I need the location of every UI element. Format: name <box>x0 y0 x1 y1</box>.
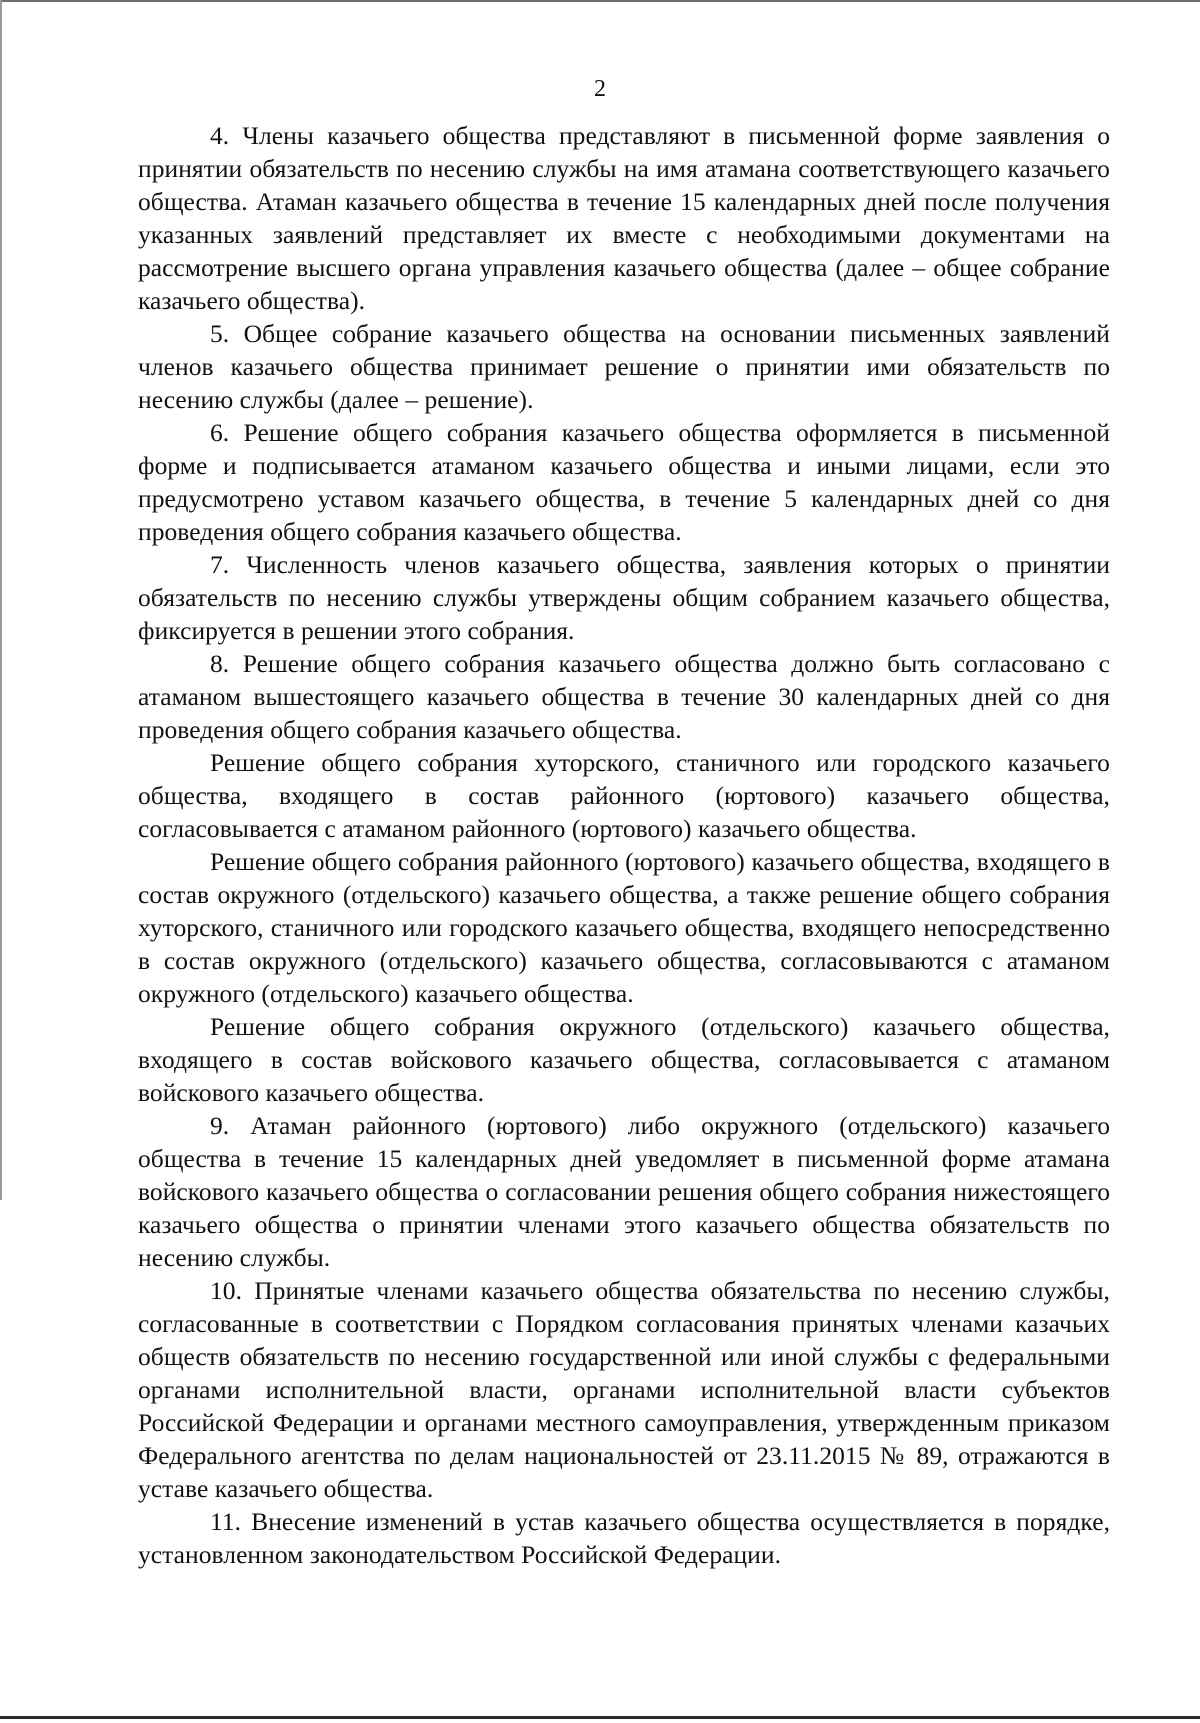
scan-edge-bottom <box>0 1716 1200 1719</box>
paragraph-6: 6. Решение общего собрания казачьего общества оформляется в письменной форме и подписывается атаманом казачьего общества и иными лицами, если это предусмотрено уставом казачьего общества, в течение 5 календарных дней со дня проведения общего собрания казачьего общества. <box>138 418 1110 546</box>
paragraph-10: 10. Принятые членами казачьего общества обязательства по несению службы, согласованные в соответствии с Порядком согласования принятых членами казачьих обществ обязательств по несению государственной или иной службы с федеральными органами исполнительной власти, органами исполнительной власти субъектов Российской Федерации и органами местного самоуправления, утвержденным приказом Федерального агентства по делам национальностей от 23.11.2015 № 89, отражаются в уставе казачьего общества. <box>138 1276 1110 1503</box>
paragraph-8-okrug: Решение общего собрания окружного (отдельского) казачьего общества, входящего в состав войскового казачьего общества, согласовывается с атаманом войскового казачьего общества. <box>138 1012 1110 1107</box>
page-number: 2 <box>594 76 606 102</box>
paragraph-11: 11. Внесение изменений в устав казачьего общества осуществляется в порядке, установленном законодательством Российской Федерации. <box>138 1507 1110 1569</box>
paragraph-5: 5. Общее собрание казачьего общества на основании письменных заявлений членов казачьего общества принимает решение о принятии ими обязательств по несению службы (далее – решение). <box>138 319 1110 414</box>
paragraph-9: 9. Атаман районного (юртового) либо окружного (отдельского) казачьего общества в течение 15 календарных дней уведомляет в письменной форме атамана войскового казачьего общества о согласовании решения общего собрания нижестоящего казачьего общества о принятии членами этого казачьего общества обязательств по несению службы. <box>138 1111 1110 1272</box>
paragraph-7: 7. Численность членов казачьего общества, заявления которых о принятии обязательств по несению службы утверждены общим собранием казачьего общества, фиксируется в решении этого собрания. <box>138 550 1110 645</box>
paragraph-4: 4. Члены казачьего общества представляют в письменной форме заявления о принятии обязательств по несению службы на имя атамана соответствующего казачьего общества. Атаман казачьего общества в течение 15 календарных дней после получения указанных заявлений представляет их вместе с необходимыми документами на рассмотрение высшего органа управления казачьего общества (далее – общее собрание казачьего общества). <box>138 121 1110 315</box>
scan-edge-top <box>0 0 1200 2</box>
scan-edge-left <box>0 0 2 1200</box>
paragraph-8: 8. Решение общего собрания казачьего общества должно быть согласовано с атаманом вышестоящего казачьего общества в течение 30 календарных дней со дня проведения общего собрания казачьего общества. <box>138 649 1110 744</box>
paragraph-8-khutor: Решение общего собрания хуторского, станичного или городского казачьего общества, входящего в состав районного (юртового) казачьего общества, согласовывается с атаманом районного (юртового) казачьего общества. <box>138 748 1110 843</box>
document-body <box>138 119 1110 1571</box>
paragraph-8-district: Решение общего собрания районного (юртового) казачьего общества, входящего в состав окружного (отдельского) казачьего общества, а также решение общего собрания хуторского, станичного или городского казачьего общества, входящего непосредственно в состав окружного (отдельского) казачьего общества, согласовываются с атаманом окружного (отдельского) казачьего общества. <box>138 847 1110 1008</box>
